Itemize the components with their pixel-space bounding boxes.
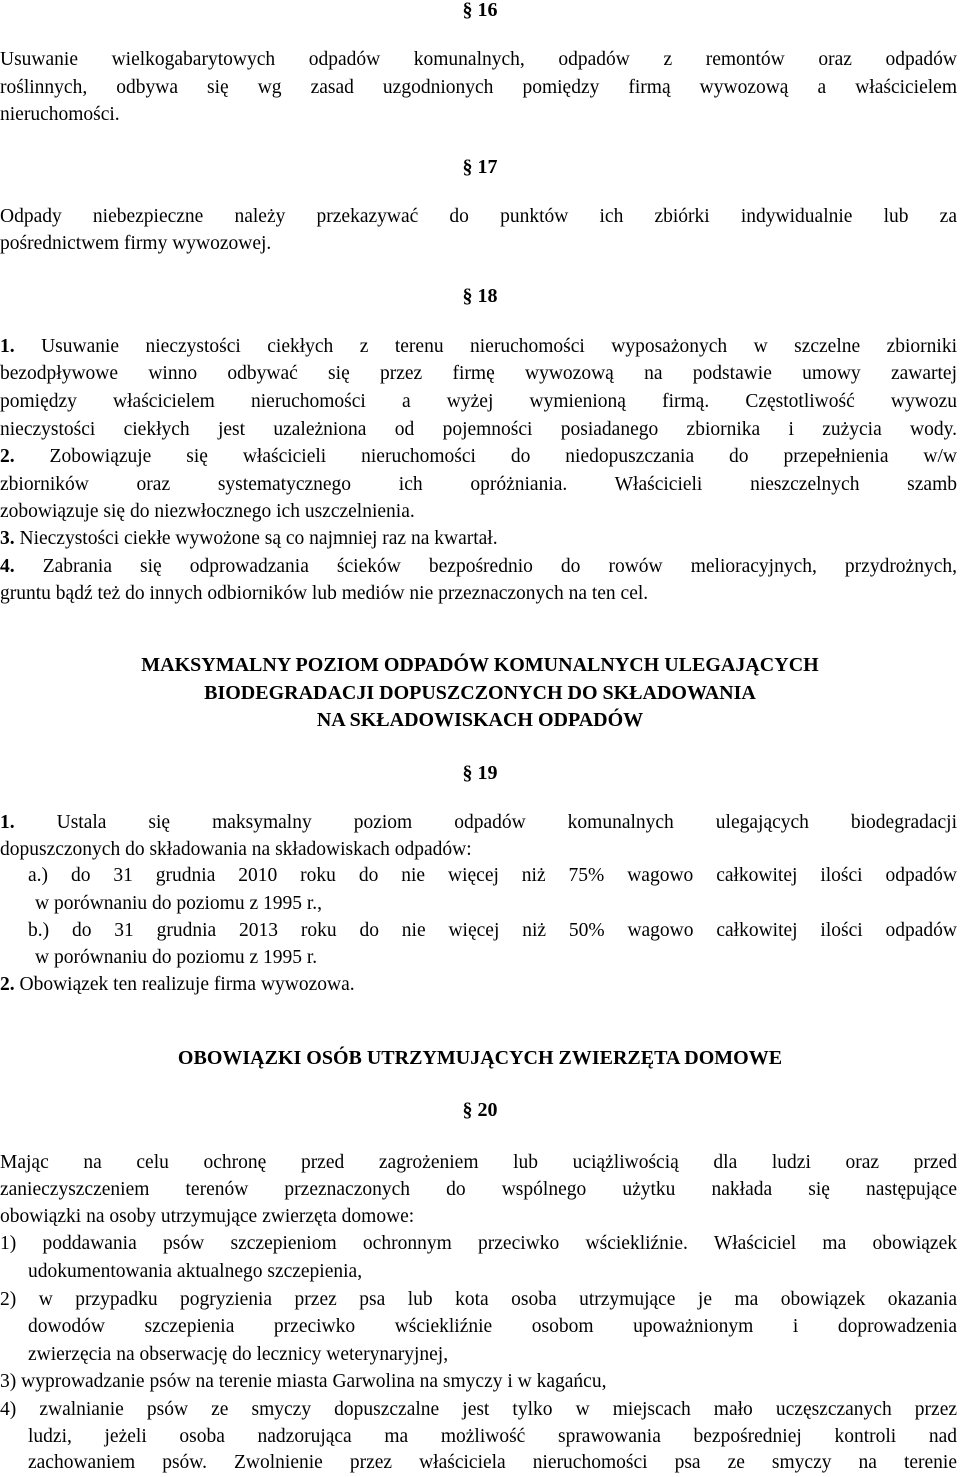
paragraph-19-subitem-a-line-1: a.) do 31 grudnia 2010 roku do nie więcej niż 75% wagowo całkowitej ilości odpadów <box>28 865 957 886</box>
section-number-17: § 17 <box>462 156 498 178</box>
item-number: 2. <box>0 974 15 995</box>
paragraph-16-line-1: Usuwanie wielkogabarytowych odpadów komunalnych, odpadów z remontów oraz odpadów <box>0 49 957 70</box>
item-text: Obowiązek ten realizuje firma wywozowa. <box>19 974 355 995</box>
paragraph-20-item-3: 3) wyprowadzanie psów na terenie miasta Garwolina na smyczy i w kagańcu, <box>0 1371 607 1392</box>
heading-max-level-line-2: BIODEGRADACJI DOPUSZCZONYCH DO SKŁADOWANIA <box>204 682 756 704</box>
paragraph-18-item-2-line-1 <box>0 443 957 471</box>
section-number-19: § 19 <box>462 762 498 784</box>
paragraph-20-item-2-line-3: zwierzęcia na obserwację do lecznicy weterynaryjnej, <box>28 1344 449 1365</box>
paragraph-18-line-2: bezodpływowe winno odbywać się przez firmę wywozową na podstawie umowy zawartej <box>0 363 957 384</box>
heading-max-level-line-1: MAKSYMALNY POZIOM ODPADÓW KOMUNALNYCH ULEGAJĄCYCH <box>141 654 819 676</box>
paragraph-20-item-4-line-2: ludzi, jeżeli osoba nadzorująca ma możliwość sprawowania bezpośredniej kontroli nad <box>28 1426 957 1447</box>
paragraph-20-item-2-line-1: 2) w przypadku pogryzienia przez psa lub kota osoba utrzymujące je ma obowiązek okazania <box>0 1289 957 1310</box>
paragraph-20-line-2: zanieczyszczeniem terenów przeznaczonych do wspólnego użytku nakłada się następujące <box>0 1179 957 1200</box>
heading-pet-owners: OBOWIĄZKI OSÓB UTRZYMUJĄCYCH ZWIERZĘTA DOMOWE <box>177 1047 783 1069</box>
item-number: 3. <box>0 528 15 549</box>
paragraph-20-item-1-line-2: udokumentowania aktualnego szczepienia, <box>28 1261 363 1282</box>
paragraph-18-line-3: pomiędzy właścicielem nieruchomości a wyżej wymienioną firmą. Częstotliwość wywozu <box>0 391 957 412</box>
paragraph-17-line-1: Odpady niebezpieczne należy przekazywać do punktów ich zbiórki indywidualnie lub za <box>0 206 957 227</box>
item-number: 1. <box>0 336 15 357</box>
paragraph-19-item-1-line-1 <box>0 809 957 837</box>
paragraph-19-subitem-a-line-2: w porównaniu do poziomu z 1995 r., <box>35 893 323 914</box>
section-number-16: § 16 <box>462 0 498 21</box>
item-text: Ustala się maksymalny poziom odpadów komunalnych ulegających biodegradacji <box>56 812 958 833</box>
item-text: Zobowiązuje się właścicieli nieruchomości do niedopuszczania do przepełnienia w/w <box>49 446 957 467</box>
paragraph-18-item-3 <box>0 525 957 553</box>
paragraph-20-item-4-line-3: zachowaniem psów. Zwolnienie przez właściciela nieruchomości psa ze smyczy na terenie <box>28 1452 957 1473</box>
paragraph-18-item-1-line-1 <box>0 333 957 361</box>
paragraph-19-subitem-b-line-2: w porównaniu do poziomu z 1995 r. <box>35 947 318 968</box>
item-text: Usuwanie nieczystości ciekłych z terenu nieruchomości wyposażonych w szczelne zbiorniki <box>41 336 957 357</box>
paragraph-18-item-4-line-1 <box>0 553 957 581</box>
paragraph-18-line-4: nieczystości ciekłych jest uzależniona od pojemności posiadanego zbiornika i zużycia wody. <box>0 419 957 440</box>
paragraph-18-line-7: zobowiązuje się do niezwłocznego ich uszczelnienia. <box>0 501 415 522</box>
item-number: 4. <box>0 556 15 577</box>
item-number: 2. <box>0 446 15 467</box>
heading-max-level-line-3: NA SKŁADOWISKACH ODPADÓW <box>316 709 644 731</box>
paragraph-20-line-3: obowiązki na osoby utrzymujące zwierzęta domowe: <box>0 1206 415 1227</box>
paragraph-20-item-2-line-2: dowodów szczepienia przeciwko wściekliźnie osobom upoważnionym i doprowadzenia <box>28 1316 957 1337</box>
paragraph-19-item-2 <box>0 971 957 999</box>
section-number-20: § 20 <box>462 1099 498 1121</box>
paragraph-20-line-1: Mając na celu ochronę przed zagrożeniem lub uciążliwością dla ludzi oraz przed <box>0 1152 957 1173</box>
section-number-18: § 18 <box>462 285 498 307</box>
paragraph-20-item-1-line-1: 1) poddawania psów szczepieniom ochronnym przeciwko wściekliźnie. Właściciel ma obowiązek <box>0 1233 957 1254</box>
paragraph-16-line-3: nieruchomości. <box>0 104 120 125</box>
item-number: 1. <box>0 812 15 833</box>
paragraph-19-subitem-b-line-1: b.) do 31 grudnia 2013 roku do nie więcej niż 50% wagowo całkowitej ilości odpadów <box>28 920 957 941</box>
paragraph-17-line-2: pośrednictwem firmy wywozowej. <box>0 233 272 254</box>
item-text: Nieczystości ciekłe wywożone są co najmniej raz na kwartał. <box>19 528 498 549</box>
paragraph-18-line-6: zbiorników oraz systematycznego ich opróżniania. Właścicieli nieszczelnych szamb <box>0 474 957 495</box>
paragraph-18-line-10: gruntu bądź też do innych odbiorników lub mediów nie przeznaczonych na ten cel. <box>0 583 649 604</box>
paragraph-20-item-4-line-1: 4) zwalnianie psów ze smyczy dopuszczalne jest tylko w miejscach mało uczęszczanych przez <box>0 1399 957 1420</box>
paragraph-19-line-2: dopuszczonych do składowania na składowiskach odpadów: <box>0 839 472 860</box>
item-text: Zabrania się odprowadzania ścieków bezpośrednio do rowów melioracyjnych, przydrożnych, <box>42 556 957 577</box>
paragraph-16-line-2: roślinnych, odbywa się wg zasad uzgodnionych pomiędzy firmą wywozową a właścicielem <box>0 77 957 98</box>
